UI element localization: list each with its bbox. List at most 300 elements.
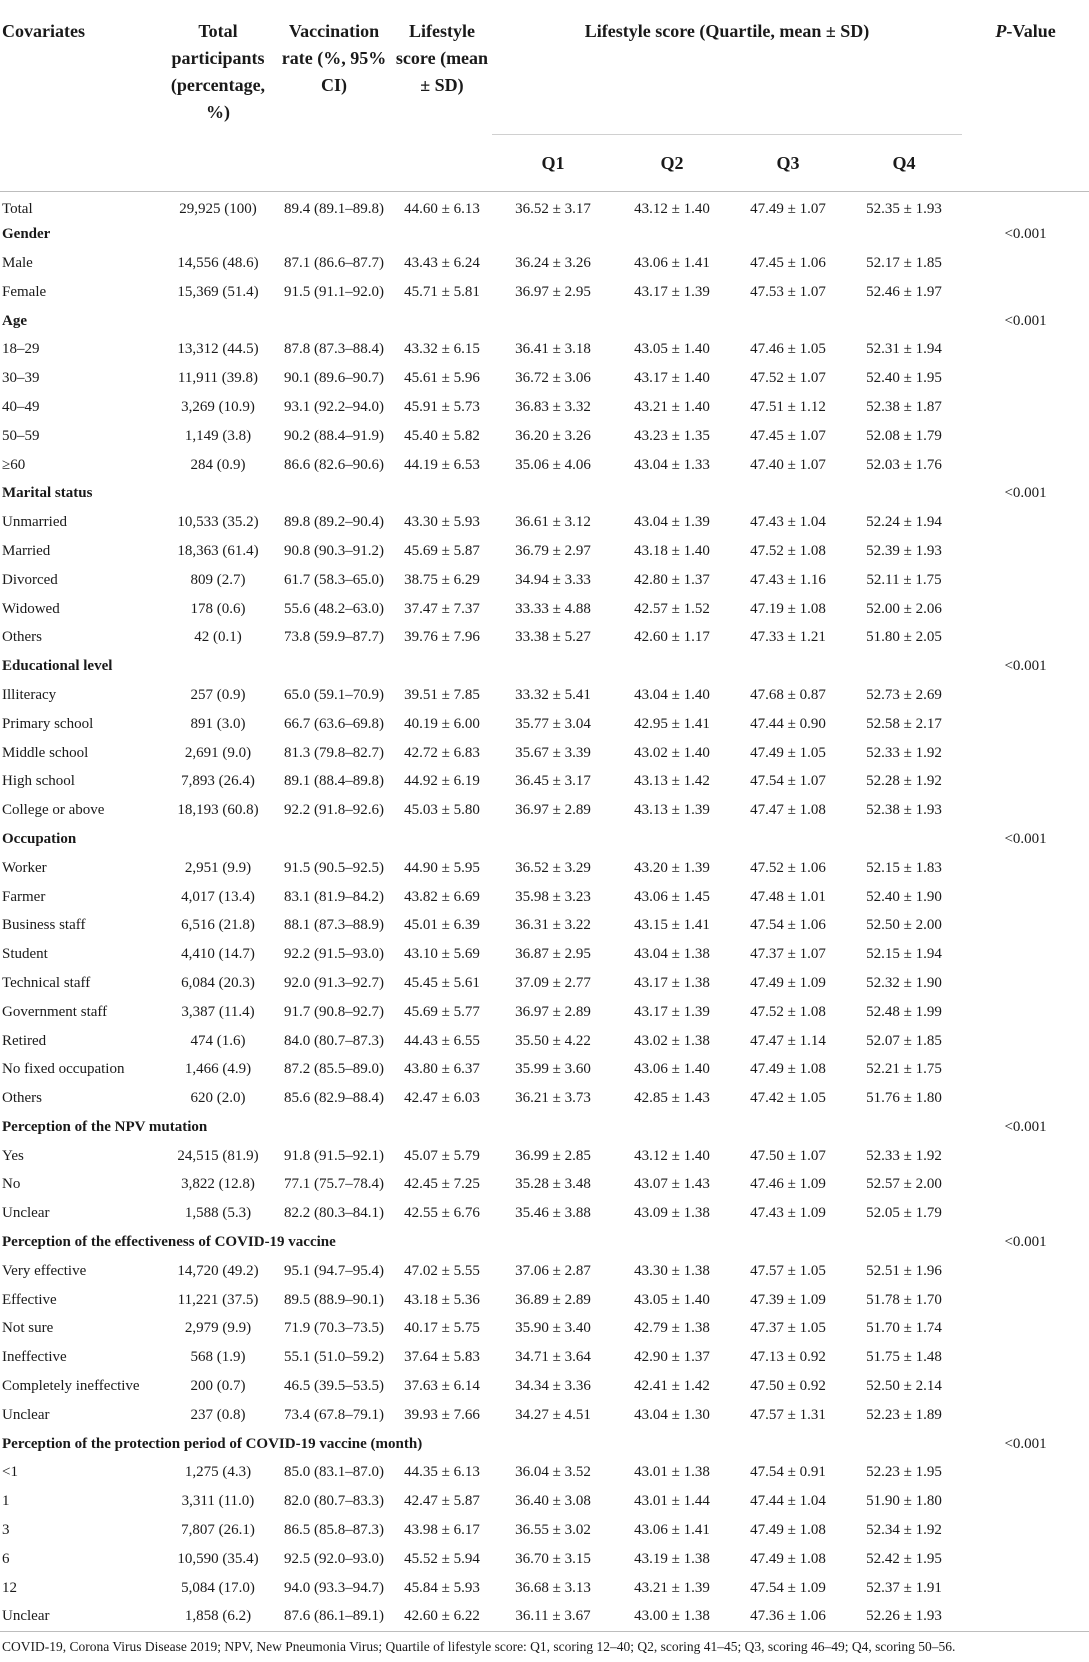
p-value-cell: <0.001 (1004, 1118, 1047, 1135)
total-cell: 11,911 (39.8) (177, 370, 259, 387)
lifestyle-cell (392, 825, 492, 854)
lifestyle-cell: 37.64 ± 5.83 (404, 1349, 480, 1366)
table-row (0, 422, 1089, 451)
lifestyle-cell: 42.47 ± 6.03 (404, 1090, 480, 1107)
q1-cell (492, 479, 614, 508)
vaccination-cell: 84.0 (80.7–87.3) (284, 1032, 384, 1049)
vaccination-cell: 94.0 (93.3–94.7) (284, 1579, 384, 1596)
q3-cell: 47.37 ± 1.07 (750, 946, 826, 963)
table-row (0, 1199, 1089, 1228)
table-row (0, 393, 1089, 422)
q3-cell (730, 1430, 846, 1459)
table-row (0, 249, 1089, 278)
q2-cell: 43.04 ± 1.33 (634, 456, 710, 473)
lifestyle-cell: 44.90 ± 5.95 (404, 859, 480, 876)
q2-cell: 43.02 ± 1.38 (634, 1032, 710, 1049)
covariate-cell: No fixed occupation (2, 1061, 125, 1078)
p-value-cell (962, 1459, 1089, 1488)
covariate-cell: 18–29 (2, 341, 40, 358)
p-value-cell: <0.001 (1004, 658, 1047, 675)
q1-cell (492, 1430, 614, 1459)
q4-cell: 52.33 ± 1.92 (866, 1147, 942, 1164)
table-footnote: COVID-19, Corona Virus Disease 2019; NPV, New Pneumonia Virus; Quartile of lifestyle score: Q1, scoring 12–40; Q2, scoring 41–45; Q3, scoring 46–49; Q4, scoring 50–56. (2, 1639, 956, 1654)
lifestyle-cell: 45.71 ± 5.81 (404, 283, 480, 300)
q3-cell: 47.40 ± 1.07 (750, 456, 826, 473)
lifestyle-cell (392, 652, 492, 681)
q3-cell: 47.52 ± 1.08 (750, 1003, 826, 1020)
lifestyle-cell: 40.17 ± 5.75 (404, 1320, 480, 1337)
table-row (0, 1574, 1089, 1603)
total-cell: 3,269 (10.9) (181, 398, 255, 415)
p-value-cell (962, 595, 1089, 624)
q2-cell: 43.02 ± 1.40 (634, 744, 710, 761)
q4-cell (846, 1113, 962, 1142)
p-value-cell (962, 1343, 1089, 1372)
q4-cell: 51.78 ± 1.70 (866, 1291, 942, 1308)
covariate-cell: Yes (2, 1147, 24, 1164)
q4-cell: 51.80 ± 2.05 (866, 629, 942, 646)
covariate-cell: Gender (2, 226, 51, 243)
vaccination-cell: 92.5 (92.0–93.0) (284, 1550, 384, 1567)
vaccination-cell: 61.7 (58.3–65.0) (284, 571, 384, 588)
p-value-cell (962, 1603, 1089, 1632)
q4-cell (846, 307, 962, 336)
q4-cell: 52.58 ± 2.17 (866, 715, 942, 732)
total-cell: 7,807 (26.1) (181, 1522, 255, 1539)
total-cell: 178 (0.6) (190, 600, 246, 617)
total-cell: 1,858 (6.2) (184, 1608, 252, 1625)
vaccination-cell: 89.4 (89.1–89.8) (284, 200, 384, 217)
table-row (0, 623, 1089, 652)
q3-cell: 47.42 ± 1.05 (750, 1090, 826, 1107)
total-cell: 10,590 (35.4) (177, 1550, 259, 1567)
q2-cell (614, 652, 730, 681)
total-cell: 2,691 (9.0) (184, 744, 252, 761)
lifestyle-cell (392, 1113, 492, 1142)
covariate-cell: Student (2, 946, 48, 963)
total-cell: 3,387 (11.4) (181, 1003, 255, 1020)
total-cell (160, 825, 276, 854)
vaccination-cell: 92.0 (91.3–92.7) (284, 974, 384, 991)
vaccination-cell (276, 479, 392, 508)
q3-cell (730, 220, 846, 249)
q1-cell: 36.99 ± 2.85 (515, 1147, 591, 1164)
q3-cell: 47.39 ± 1.09 (750, 1291, 826, 1308)
lifestyle-cell: 44.19 ± 6.53 (404, 456, 480, 473)
q2-cell: 43.04 ± 1.30 (634, 1406, 710, 1423)
header-q4: Q4 (892, 152, 916, 173)
header-q2: Q2 (660, 152, 684, 173)
table-row (0, 1142, 1089, 1171)
q2-cell: 43.23 ± 1.35 (634, 427, 710, 444)
q3-cell (730, 825, 846, 854)
p-value-cell (962, 1545, 1089, 1574)
q2-cell: 42.79 ± 1.38 (634, 1320, 710, 1337)
table-row (0, 1459, 1089, 1488)
q3-cell: 47.37 ± 1.05 (750, 1320, 826, 1337)
q1-cell: 36.45 ± 3.17 (515, 773, 591, 790)
q1-cell: 35.98 ± 3.23 (515, 888, 591, 905)
q3-cell: 47.49 ± 1.05 (750, 744, 826, 761)
covariate-cell: 6 (2, 1550, 10, 1567)
p-value-cell: <0.001 (1004, 485, 1047, 502)
q3-cell: 47.44 ± 1.04 (750, 1493, 826, 1510)
total-cell: 1,149 (3.8) (184, 427, 252, 444)
q4-cell: 52.50 ± 2.14 (866, 1378, 942, 1395)
lifestyle-cell: 45.69 ± 5.77 (404, 1003, 480, 1020)
q1-cell: 36.61 ± 3.12 (515, 514, 591, 531)
q1-cell (492, 220, 614, 249)
q1-cell: 35.06 ± 4.06 (515, 456, 591, 473)
lifestyle-cell: 42.72 ± 6.83 (404, 744, 480, 761)
total-cell: 620 (2.0) (190, 1090, 246, 1107)
covariate-cell: Unmarried (2, 514, 67, 531)
q2-cell: 43.12 ± 1.40 (634, 200, 710, 217)
q4-cell: 52.03 ± 1.76 (866, 456, 942, 473)
vaccination-cell: 91.5 (91.1–92.0) (284, 283, 384, 300)
q2-cell: 43.12 ± 1.40 (634, 1147, 710, 1164)
q4-cell: 52.15 ± 1.94 (866, 946, 942, 963)
lifestyle-cell: 39.93 ± 7.66 (404, 1406, 480, 1423)
table-row (0, 192, 1089, 221)
q3-cell: 47.54 ± 0.91 (750, 1464, 826, 1481)
vaccination-cell: 77.1 (75.7–78.4) (284, 1176, 384, 1193)
q2-cell: 43.06 ± 1.41 (634, 1522, 710, 1539)
vaccination-cell: 55.6 (48.2–63.0) (284, 600, 384, 617)
total-cell: 1,275 (4.3) (184, 1464, 252, 1481)
p-value-cell (962, 393, 1089, 422)
table-body (0, 192, 1089, 1632)
p-value-cell (962, 710, 1089, 739)
q2-cell: 43.17 ± 1.40 (634, 370, 710, 387)
p-value-cell (962, 1142, 1089, 1171)
q1-cell: 34.27 ± 4.51 (515, 1406, 591, 1423)
q1-cell: 35.90 ± 3.40 (515, 1320, 591, 1337)
q1-cell: 36.11 ± 3.67 (515, 1608, 591, 1625)
q1-cell: 33.38 ± 5.27 (515, 629, 591, 646)
q4-cell: 51.70 ± 1.74 (866, 1320, 942, 1337)
q4-cell: 52.51 ± 1.96 (866, 1262, 942, 1279)
q3-cell: 47.54 ± 1.07 (750, 773, 826, 790)
total-cell: 42 (0.1) (194, 629, 242, 646)
header-lifestyle-quartile: Lifestyle score (Quartile, mean ± SD) (492, 0, 962, 135)
q4-cell: 52.23 ± 1.89 (866, 1406, 942, 1423)
q2-cell: 43.01 ± 1.38 (634, 1464, 710, 1481)
q4-cell: 52.08 ± 1.79 (866, 427, 942, 444)
p-value-cell (962, 1574, 1089, 1603)
covariate-cell: Educational level (2, 658, 113, 675)
q3-cell: 47.46 ± 1.09 (750, 1176, 826, 1193)
vaccination-cell (276, 307, 392, 336)
p-value-cell (962, 1401, 1089, 1430)
lifestyle-cell: 44.60 ± 6.13 (404, 200, 480, 217)
p-value-cell (962, 566, 1089, 595)
q3-cell: 47.49 ± 1.08 (750, 1550, 826, 1567)
q4-cell: 52.37 ± 1.91 (866, 1579, 942, 1596)
q1-cell: 36.55 ± 3.02 (515, 1522, 591, 1539)
q3-cell: 47.53 ± 1.07 (750, 283, 826, 300)
covariate-cell: College or above (2, 802, 105, 819)
lifestyle-cell: 45.07 ± 5.79 (404, 1147, 480, 1164)
q1-cell: 36.52 ± 3.29 (515, 859, 591, 876)
q1-cell: 36.97 ± 2.95 (515, 283, 591, 300)
lifestyle-cell: 45.52 ± 5.94 (404, 1550, 480, 1567)
vaccination-cell: 66.7 (63.6–69.8) (284, 715, 384, 732)
lifestyle-cell (392, 220, 492, 249)
total-cell: 1,588 (5.3) (184, 1205, 252, 1222)
q4-cell: 52.73 ± 2.69 (866, 686, 942, 703)
q3-cell: 47.57 ± 1.31 (750, 1406, 826, 1423)
lifestyle-cell: 43.43 ± 6.24 (404, 254, 480, 271)
total-cell: 809 (2.7) (190, 571, 246, 588)
q4-cell: 52.40 ± 1.90 (866, 888, 942, 905)
q2-cell: 42.80 ± 1.37 (634, 571, 710, 588)
covariate-cell: Female (2, 283, 47, 300)
lifestyle-cell: 39.51 ± 7.85 (404, 686, 480, 703)
q4-cell: 52.28 ± 1.92 (866, 773, 942, 790)
q2-cell (614, 220, 730, 249)
total-cell: 14,720 (49.2) (177, 1262, 259, 1279)
p-value-cell (962, 422, 1089, 451)
q2-cell: 43.21 ± 1.39 (634, 1579, 710, 1596)
vaccination-cell: 87.2 (85.5–89.0) (284, 1061, 384, 1078)
vaccination-cell: 93.1 (92.2–94.0) (284, 398, 384, 415)
q4-cell: 52.05 ± 1.79 (866, 1205, 942, 1222)
vaccination-cell (276, 825, 392, 854)
p-value-cell: <0.001 (1004, 830, 1047, 847)
vaccination-cell: 85.0 (83.1–87.0) (284, 1464, 384, 1481)
table-row (0, 1257, 1089, 1286)
total-cell (160, 220, 276, 249)
total-cell: 257 (0.9) (190, 686, 246, 703)
q1-cell: 35.77 ± 3.04 (515, 715, 591, 732)
q3-cell: 47.46 ± 1.05 (750, 341, 826, 358)
q2-cell: 43.05 ± 1.40 (634, 1291, 710, 1308)
vaccination-cell: 95.1 (94.7–95.4) (284, 1262, 384, 1279)
total-cell: 568 (1.9) (190, 1349, 246, 1366)
q3-cell: 47.54 ± 1.06 (750, 917, 826, 934)
q2-cell: 43.05 ± 1.40 (634, 341, 710, 358)
q1-cell: 36.70 ± 3.15 (515, 1550, 591, 1567)
p-value-cell (962, 998, 1089, 1027)
q2-cell: 43.00 ± 1.38 (634, 1608, 710, 1625)
q1-cell: 36.83 ± 3.32 (515, 398, 591, 415)
lifestyle-cell (392, 479, 492, 508)
q1-cell: 36.87 ± 2.95 (515, 946, 591, 963)
table-row (0, 1401, 1089, 1430)
vaccination-cell: 81.3 (79.8–82.7) (284, 744, 384, 761)
covariate-cell: Middle school (2, 744, 89, 761)
q2-cell: 43.17 ± 1.39 (634, 1003, 710, 1020)
p-value-cell (962, 1171, 1089, 1200)
q1-cell: 36.97 ± 2.89 (515, 1003, 591, 1020)
group-header-row (0, 1113, 1089, 1142)
covariate-cell: 30–39 (2, 370, 40, 387)
group-header-row (0, 479, 1089, 508)
q3-cell: 47.52 ± 1.06 (750, 859, 826, 876)
q4-cell (846, 825, 962, 854)
vaccination-cell: 91.7 (90.8–92.7) (284, 1003, 384, 1020)
q4-cell: 52.15 ± 1.83 (866, 859, 942, 876)
q3-cell: 47.49 ± 1.07 (750, 200, 826, 217)
covariate-cell: 12 (2, 1579, 17, 1596)
q2-cell: 42.95 ± 1.41 (634, 715, 710, 732)
table-row (0, 998, 1089, 1027)
header-vaccination-rate: Vaccination rate (%, 95% CI) (281, 21, 387, 95)
lifestyle-cell: 43.30 ± 5.93 (404, 514, 480, 531)
covariate-cell: Government staff (2, 1003, 108, 1020)
covariate-cell: 3 (2, 1522, 10, 1539)
q2-cell: 42.90 ± 1.37 (634, 1349, 710, 1366)
q1-cell: 33.32 ± 5.41 (515, 686, 591, 703)
vaccination-cell: 87.1 (86.6–87.7) (284, 254, 384, 271)
q3-cell: 47.43 ± 1.16 (750, 571, 826, 588)
q1-cell: 36.89 ± 2.89 (515, 1291, 591, 1308)
q1-cell: 35.46 ± 3.88 (515, 1205, 591, 1222)
total-cell: 5,084 (17.0) (181, 1579, 255, 1596)
q1-cell (492, 307, 614, 336)
q2-cell: 43.04 ± 1.40 (634, 686, 710, 703)
vaccination-cell (276, 1113, 392, 1142)
table-row (0, 940, 1089, 969)
q4-cell (846, 220, 962, 249)
q2-cell: 43.06 ± 1.40 (634, 1061, 710, 1078)
p-value-cell (962, 623, 1089, 652)
total-cell: 891 (3.0) (190, 715, 246, 732)
p-value-cell (962, 1055, 1089, 1084)
total-cell: 200 (0.7) (190, 1378, 246, 1395)
table-row (0, 1545, 1089, 1574)
vaccination-cell: 46.5 (39.5–53.5) (284, 1378, 384, 1395)
q3-cell (730, 1228, 846, 1257)
vaccination-cell: 86.6 (82.6–90.6) (284, 456, 384, 473)
table-row (0, 796, 1089, 825)
vaccination-cell: 90.8 (90.3–91.2) (284, 542, 384, 559)
covariate-cell: High school (2, 773, 75, 790)
lifestyle-cell: 38.75 ± 6.29 (404, 571, 480, 588)
covariate-cell: Unclear (2, 1205, 50, 1222)
table-row (0, 911, 1089, 940)
total-cell: 2,979 (9.9) (184, 1320, 252, 1337)
q2-cell: 43.07 ± 1.43 (634, 1176, 710, 1193)
total-cell: 6,084 (20.3) (181, 974, 255, 991)
q2-cell: 42.57 ± 1.52 (634, 600, 710, 617)
lifestyle-cell: 42.45 ± 7.25 (404, 1176, 480, 1193)
table-header (0, 0, 1089, 192)
table-row (0, 1315, 1089, 1344)
covariate-cell: Business staff (2, 917, 86, 934)
covariate-cell: Unclear (2, 1406, 50, 1423)
header-covariates: Covariates (2, 21, 85, 41)
p-value-cell (962, 364, 1089, 393)
p-value-cell (962, 681, 1089, 710)
p-value-cell (962, 1516, 1089, 1545)
q4-cell: 52.32 ± 1.90 (866, 974, 942, 991)
p-value-cell (962, 1257, 1089, 1286)
q1-cell: 36.04 ± 3.52 (515, 1464, 591, 1481)
vaccination-cell: 85.6 (82.9–88.4) (284, 1090, 384, 1107)
lifestyle-cell: 39.76 ± 7.96 (404, 629, 480, 646)
table-row (0, 1084, 1089, 1113)
vaccination-cell: 82.0 (80.7–83.3) (284, 1493, 384, 1510)
q3-cell: 47.45 ± 1.06 (750, 254, 826, 271)
vaccination-cell: 87.6 (86.1–89.1) (284, 1608, 384, 1625)
total-cell: 4,410 (14.7) (181, 946, 255, 963)
vaccination-cell: 89.1 (88.4–89.8) (284, 773, 384, 790)
total-cell: 15,369 (51.4) (177, 283, 259, 300)
q4-cell: 51.76 ± 1.80 (866, 1090, 942, 1107)
lifestyle-cell: 40.19 ± 6.00 (404, 715, 480, 732)
q1-cell: 35.99 ± 3.60 (515, 1061, 591, 1078)
table-row (0, 739, 1089, 768)
p-value-cell (962, 883, 1089, 912)
covariate-cell: No (2, 1176, 21, 1193)
q2-cell (614, 1430, 730, 1459)
group-header-row (0, 825, 1089, 854)
total-cell: 29,925 (100) (179, 200, 257, 217)
q4-cell (846, 1430, 962, 1459)
q1-cell: 36.21 ± 3.73 (515, 1090, 591, 1107)
q4-cell (846, 1228, 962, 1257)
vaccination-cell: 89.8 (89.2–90.4) (284, 514, 384, 531)
lifestyle-cell: 44.92 ± 6.19 (404, 773, 480, 790)
vaccination-cell: 82.2 (80.3–84.1) (284, 1205, 384, 1222)
lifestyle-cell: 43.82 ± 6.69 (404, 888, 480, 905)
total-cell: 237 (0.8) (190, 1406, 246, 1423)
q4-cell: 52.31 ± 1.94 (866, 341, 942, 358)
lifestyle-cell: 45.61 ± 5.96 (404, 370, 480, 387)
table-row (0, 854, 1089, 883)
q2-cell: 42.85 ± 1.43 (634, 1090, 710, 1107)
q4-cell: 52.48 ± 1.99 (866, 1003, 942, 1020)
table-row (0, 537, 1089, 566)
covariate-cell: Perception of the NPV mutation (2, 1118, 208, 1135)
covariate-cell: Widowed (2, 600, 60, 617)
vaccination-cell: 55.1 (51.0–59.2) (284, 1349, 384, 1366)
p-value-cell (962, 911, 1089, 940)
total-cell: 7,893 (26.4) (181, 773, 255, 790)
q4-cell: 52.21 ± 1.75 (866, 1061, 942, 1078)
total-cell: 11,221 (37.5) (177, 1291, 259, 1308)
vaccination-cell (276, 652, 392, 681)
covariate-cell: Ineffective (2, 1349, 67, 1366)
q3-cell: 47.47 ± 1.14 (750, 1032, 826, 1049)
covariate-cell: Primary school (2, 715, 94, 732)
q1-cell (492, 1113, 614, 1142)
covariate-cell: Farmer (2, 888, 46, 905)
p-value-cell (962, 249, 1089, 278)
q1-cell: 35.67 ± 3.39 (515, 744, 591, 761)
table-row (0, 595, 1089, 624)
q1-cell: 36.72 ± 3.06 (515, 370, 591, 387)
q4-cell: 52.34 ± 1.92 (866, 1522, 942, 1539)
total-cell: 18,193 (60.8) (177, 802, 259, 819)
q1-cell: 37.06 ± 2.87 (515, 1262, 591, 1279)
p-value-cell (962, 767, 1089, 796)
header-lifestyle-score: Lifestyle score (mean ± SD) (395, 21, 489, 95)
vaccination-cell: 65.0 (59.1–70.9) (284, 686, 384, 703)
vaccination-cell: 71.9 (70.3–73.5) (284, 1320, 384, 1337)
p-value-cell (962, 451, 1089, 480)
lifestyle-cell: 45.45 ± 5.61 (404, 974, 480, 991)
q3-cell: 47.49 ± 1.08 (750, 1061, 826, 1078)
total-cell (160, 652, 276, 681)
p-value-cell (962, 1487, 1089, 1516)
q2-cell (614, 307, 730, 336)
vaccination-cell: 89.5 (88.9–90.1) (284, 1291, 384, 1308)
total-cell (160, 307, 276, 336)
table-row (0, 451, 1089, 480)
